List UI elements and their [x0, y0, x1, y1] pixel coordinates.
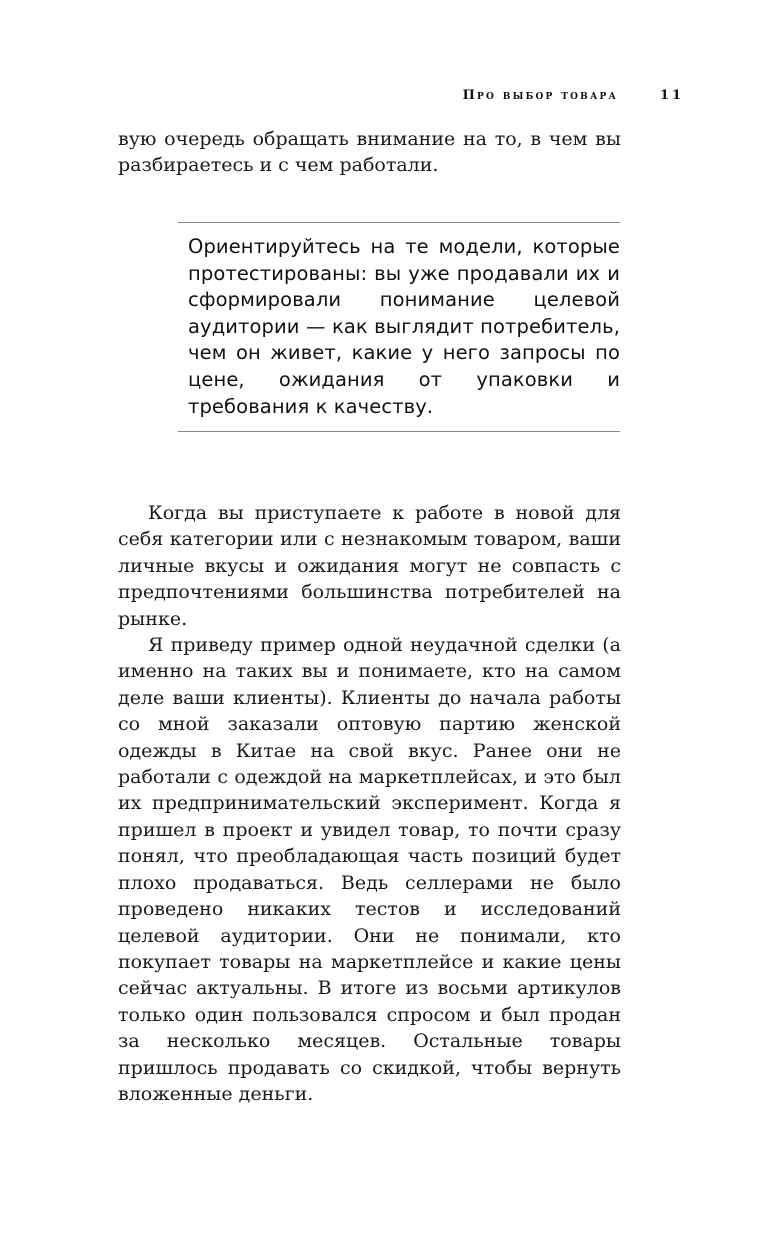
intro-text-block — [118, 126, 621, 179]
body-paragraph-1: Когда вы приступаете к работе в новой для себя категории или с незнакомым товаром, ваши личные вкусы и ожидания могут не совпасть с предпочтениями большинства потребителей на рынке. — [118, 502, 621, 630]
running-head-title: Про выбор товара — [462, 88, 618, 103]
callout-box — [178, 222, 620, 432]
running-head — [0, 88, 768, 108]
body-paragraph-2: Я приведу пример одной неудачной сделки (а именно на таких вы и понимаете, кто на самом деле ваши клиенты). Клиенты до начала работы со мной заказали оптовую партию женской одежды в Китае на свой вкус. Ранее они не работали с одеждой на маркетплейсах, и это был их предпринимательский эксперимент. Когда я пришел в проект и увидел товар, то почти сразу понял, что преобладающая часть позиций будет плохо продаваться. Ведь селлерами не было проведено никаких тестов и исследований целевой аудитории. Они не понимали, кто покупает товары на маркетплейсе и какие цены сейчас актуальны. В итоге из восьми артикулов только один пользовался спросом и был продан за несколько месяцев. Остальные товары пришлось продавать со скидкой, чтобы вернуть вложенные деньги. — [118, 634, 621, 1105]
page-number: 11 — [660, 88, 685, 103]
intro-paragraph: вую очередь обращать внимание на то, в чем вы разбираетесь и с чем работали. — [118, 128, 621, 177]
body-text-block — [118, 500, 621, 1107]
callout-text: Ориентируйтесь на те модели, которые протестированы: вы уже продавали их и сформировали понимание целевой аудитории — как выглядит потребитель, чем он живет, какие у него запросы по цене, ожидания от упаковки и требования к качеству. — [188, 235, 620, 418]
